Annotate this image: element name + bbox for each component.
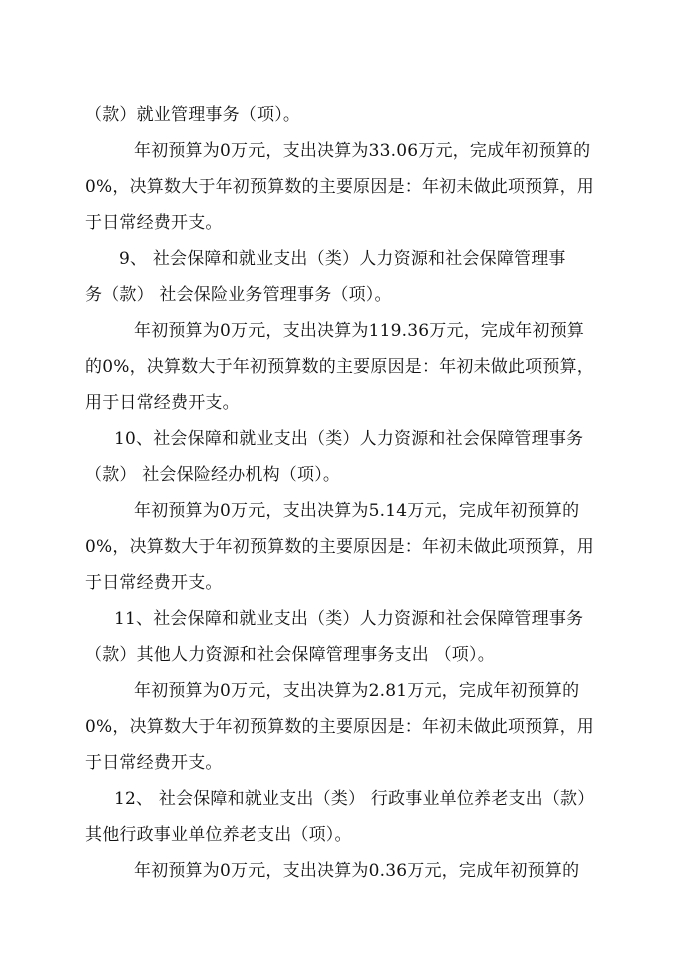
- text-line: 9、 社会保障和就业支出（类）人力资源和社会保障管理事: [119, 249, 566, 269]
- text-line: 用于日常经费开支。: [85, 393, 240, 413]
- text-line: （款）其他人力资源和社会保障管理事务支出 （项）。: [85, 645, 495, 665]
- text-line: 的0%，决算数大于年初预算数的主要原因是：年初未做此项预算，: [85, 357, 594, 377]
- text-line: 10、社会保障和就业支出（类）人力资源和社会保障管理事务: [114, 429, 584, 449]
- text-line: 其他行政事业单位养老支出（项）。: [85, 825, 352, 845]
- text-line: 0%，决算数大于年初预算数的主要原因是：年初未做此项预算，用: [85, 177, 594, 197]
- text-line: 于日常经费开支。: [85, 213, 223, 233]
- text-line: 0%，决算数大于年初预算数的主要原因是：年初未做此项预算，用: [85, 717, 594, 737]
- text-line: 年初预算为0万元，支出决算为33.06万元，完成年初预算的: [134, 141, 591, 161]
- text-line: （款）就业管理事务（项）。: [85, 105, 301, 125]
- text-line: 12、 社会保障和就业支出（类） 行政事业单位养老支出（款）: [114, 789, 595, 809]
- text-line: 务（款） 社会保险业务管理事务（项）。: [85, 285, 392, 305]
- text-line: 年初预算为0万元，支出决算为2.81万元，完成年初预算的: [134, 681, 580, 701]
- text-line: 年初预算为0万元，支出决算为119.36万元，完成年初预算: [134, 321, 585, 341]
- text-line: 于日常经费开支。: [85, 573, 223, 593]
- text-line: 于日常经费开支。: [85, 753, 223, 773]
- text-line: （款） 社会保险经办机构（项）。: [85, 465, 341, 485]
- text-line: 11、社会保障和就业支出（类）人力资源和社会保障管理事务: [114, 609, 584, 629]
- text-line: 0%，决算数大于年初预算数的主要原因是：年初未做此项预算，用: [85, 537, 594, 557]
- text-line: 年初预算为0万元，支出决算为0.36万元，完成年初预算的: [134, 861, 580, 881]
- text-line: 年初预算为0万元，支出决算为5.14万元，完成年初预算的: [134, 501, 580, 521]
